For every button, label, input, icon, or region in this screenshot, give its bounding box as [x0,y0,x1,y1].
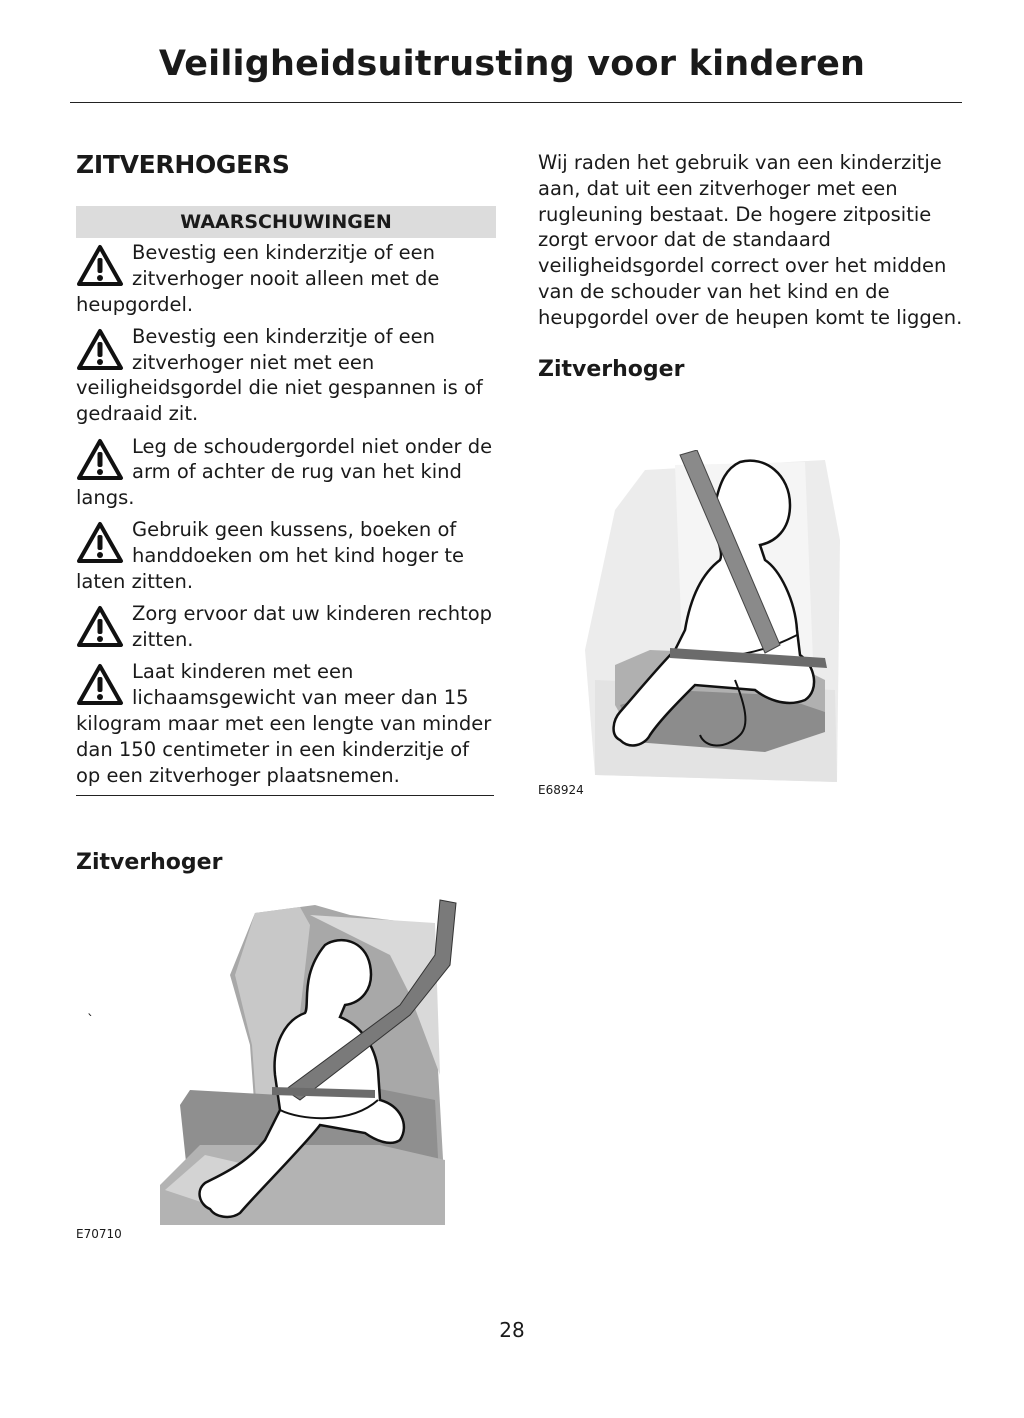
right-figure-id: E68924 [538,783,584,797]
warning-triangle-icon [76,663,124,707]
warning-triangle-icon [76,328,124,372]
warning-item [76,434,496,511]
page-title: Veiligheidsuitrusting voor kinderen [158,44,866,84]
right-subheading: Zitverhoger [538,356,685,382]
warning-item [76,240,496,317]
warnings-header: WAARSCHUWINGEN [76,206,496,238]
warnings-list [76,240,496,788]
warning-item [76,659,496,788]
warning-triangle-icon [76,438,124,482]
warning-text: Gebruik geen kussens, boeken of handdoeken om het kind hoger te laten zitten. [76,518,464,594]
stray-mark: ` [87,1013,94,1029]
warning-text: Laat kinderen met een lichaamsgewicht van meer dan 15 kilogram maar met een lengte van minder dan 150 centimeter in een kinderzitje of op een zitverhoger plaatsnemen. [76,660,492,787]
warning-item [76,324,496,427]
left-subheading: Zitverhoger [76,850,223,875]
warning-text: Bevestig een kinderzitje of een zitverhoger nooit alleen met de heupgordel. [76,241,440,316]
booster-cushion-illustration [575,450,840,782]
title-divider [70,102,962,103]
warning-text: Bevestig een kinderzitje of een zitverhoger niet met een veiligheidsgordel die niet gespannen is of gedraaid zit. [76,324,483,426]
page-number: 28 [499,1318,525,1342]
warning-text: Leg de schoudergordel niet onder de arm of achter de rug van het kind langs. [76,434,493,510]
warning-triangle-icon [76,521,124,565]
right-column [538,150,968,382]
right-paragraph: Wij raden het gebruik van een kinderzitje aan, dat uit een zitverhoger met een rugleuning bestaat. De hogere zitpositie zorgt ervoor dat de standaard veiligheidsgordel correct over het midden van de schouder van het kind en de heupgordel over de heupen komt te liggen. [538,151,963,329]
warning-item [76,601,496,653]
warning-triangle-icon [76,605,124,649]
section-heading: ZITVERHOGERS [76,150,290,179]
left-figure-id: E70710 [76,1227,122,1241]
warnings-end-divider [76,795,494,796]
warning-item [76,517,496,594]
left-column [76,150,496,796]
booster-seat-with-backrest-illustration [160,895,462,1225]
warning-triangle-icon [76,244,124,288]
warning-text: Zorg ervoor dat uw kinderen rechtop zitten. [132,602,493,652]
